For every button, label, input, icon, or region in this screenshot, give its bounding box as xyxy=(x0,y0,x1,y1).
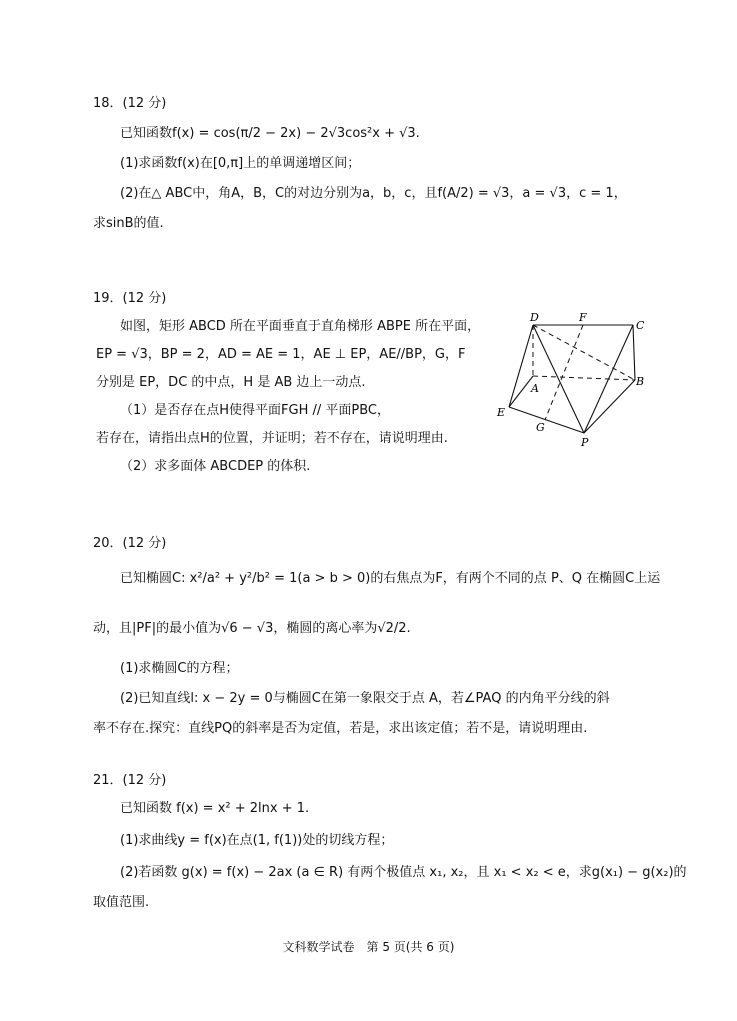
q18-stem: 已知函数f(x) = cos(π/2 − 2x) − 2√3cos²x + √3. xyxy=(120,126,420,141)
q21-stem: 已知函数 f(x) = x² + 2lnx + 1. xyxy=(120,801,310,816)
fig-label-a: A xyxy=(531,382,539,395)
q18-part1: (1)求函数f(x)在[0,π]上的单调递增区间； xyxy=(120,156,361,171)
q18-part2: (2)在△ ABC中，角A，B，C的对边分别为a，b，c，且f(A/2) = √3，a = √3，c = 1， xyxy=(120,186,627,201)
q19-part2: （2）求多面体 ABCDEP 的体积. xyxy=(120,459,311,474)
q19-part1-cont: 若存在，请指出点H的位置，并证明；若不存在，请说明理由. xyxy=(96,431,448,446)
q21-part2: (2)若函数 g(x) = f(x) − 2ax (a ∈ R) 有两个极值点 x₁, x₂，且 x₁ < x₂ < e，求g(x₁) − g(x₂)的 xyxy=(120,865,687,880)
q21-part2-cont: 取值范围. xyxy=(93,895,150,910)
q20-part2-cont: 率不存在.探究：直线PQ的斜率是否为定值，若是，求出该定值；若不是，请说明理由. xyxy=(93,721,588,736)
q19-line2: EP = √3，BP = 2，AD = AE = 1，AE ⊥ EP，AE//BP，G，F xyxy=(96,347,466,362)
q19-line3: 分别是 EP，DC 的中点，H 是 AB 边上一动点. xyxy=(96,375,366,390)
q21-part1: (1)求曲线y = f(x)在点(1, f(1))处的切线方程； xyxy=(120,833,394,848)
q19-part1: （1）是否存在点H使得平面FGH // 平面PBC， xyxy=(120,403,391,418)
q18-header: 18．(12 分) xyxy=(93,96,167,111)
fig-label-c: C xyxy=(636,319,645,332)
q20-header: 20．(12 分) xyxy=(93,536,167,551)
q19-header: 19．(12 分) xyxy=(93,291,167,306)
fig-label-d: D xyxy=(530,311,539,324)
q18-part2-cont: 求sinB的值. xyxy=(93,216,164,231)
fig-label-p: P xyxy=(581,436,589,449)
fig-label-b: B xyxy=(636,375,645,388)
q20-line1: 已知椭圆C: x²/a² + y²/b² = 1(a > b > 0)的右焦点为F，有两个不同的点 P、Q 在椭圆C上运 xyxy=(120,571,661,586)
page-footer: 文科数学试卷 第 5 页(共 6 页) xyxy=(282,940,455,954)
q19-line1: 如图，矩形 ABCD 所在平面垂直于直角梯形 ABPE 所在平面， xyxy=(120,319,481,334)
fig-label-g: G xyxy=(536,421,545,434)
q21-header: 21．(12 分) xyxy=(93,773,167,788)
q20-line2: 动，且|PF|的最小值为√6 − √3，椭圆的离心率为√2/2. xyxy=(93,621,411,636)
fig-label-e: E xyxy=(497,406,506,419)
q19-geometry-figure xyxy=(492,310,652,450)
fig-label-f: F xyxy=(579,311,587,324)
q20-part1: (1)求椭圆C的方程； xyxy=(120,661,239,676)
q20-part2: (2)已知直线l: x − 2y = 0与椭圆C在第一象限交于点 A，若∠PAQ 的内角平分线的斜 xyxy=(120,691,610,706)
